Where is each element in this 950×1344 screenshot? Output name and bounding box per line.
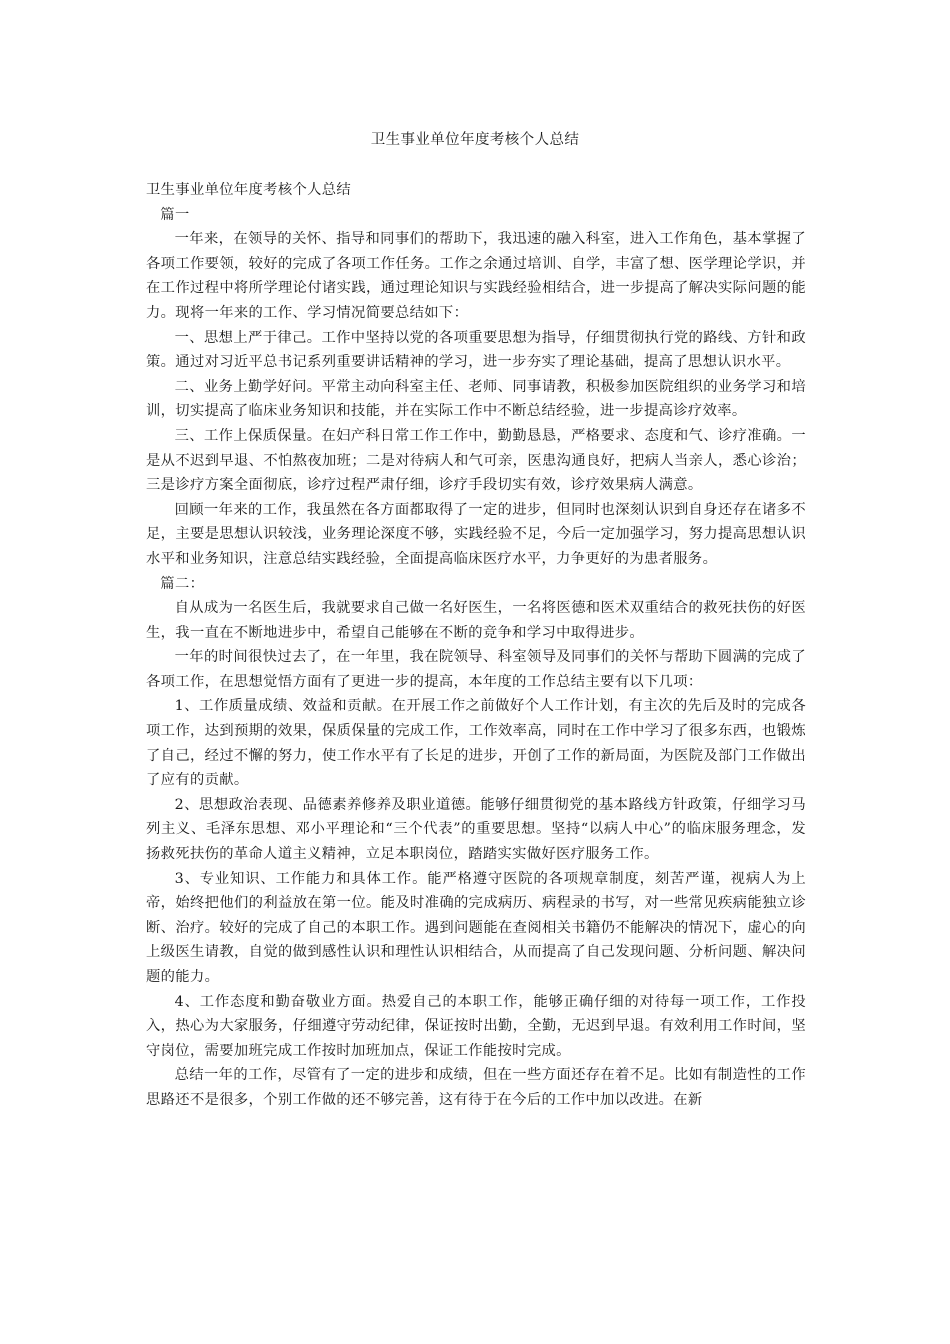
page-title: 卫生事业单位年度考核个人总结 — [370, 132, 580, 148]
paragraph: 一、思想上严于律己。工作中坚持以党的各项重要思想为指导，仔细贯彻执行党的路线、方针和政策。通过对习近平总书记系列重要讲话精神的学习，进一步夯实了理论基础，提高了思想认识水平。 — [146, 329, 806, 371]
document-heading: 卫生事业单位年度考核个人总结 — [146, 182, 352, 198]
paragraph: 一年的时间很快过去了，在一年里，我在院领导、科室领导及同事们的关怀与帮助下圆满的完成了各项工作，在思想觉悟方面有了更进一步的提高，本年度的工作总结主要有以下几项： — [146, 649, 806, 690]
paragraph: 1、工作质量成绩、效益和贡献。在开展工作之前做好个人工作计划，有主次的先后及时的完成各项工作，达到预期的效果，保质保量的完成工作，工作效率高，同时在工作中学习了很多东西，也锻炼了自己，经过不懈的努力，使工作水平有了长足的进步，开创了工作的新局面，为医院及部门工作做出了应有的贡献。 — [146, 698, 806, 789]
paragraph: 二、业务上勤学好问。平常主动向科室主任、老师、同事请教，积极参加医院组织的业务学习和培训，切实提高了临床业务知识和技能，并在实际工作中不断总结经验，进一步提高诊疗效率。 — [146, 378, 806, 420]
part-one-label: 篇一 — [160, 206, 190, 223]
paragraph: 回顾一年来的工作，我虽然在各方面都取得了一定的进步，但同时也深刻认识到自身还存在诸多不足，主要是思想认识较浅，业务理论深度不够，实践经验不足，今后一定加强学习，努力提高思想认识水平和业务知识，注意总结实践经验，全面提高临床医疗水平，力争更好的为患者服务。 — [146, 501, 806, 567]
paragraph: 一年来，在领导的关怀、指导和同事们的帮助下，我迅速的融入科室，进入工作角色，基本掌握了各项工作要领，较好的完成了各项工作任务。工作之余通过培训、自学，丰富了想、医学理论学识，并在工作过程中将所学理论付诸实践，通过理论知识与实践经验相结合，进一步提高了解决实际问题的能力。现将一年来的工作、学习情况简要总结如下： — [146, 231, 806, 321]
paragraph: 三、工作上保质保量。在妇产科日常工作工作中，勤勤恳恳，严格要求、态度和气、诊疗准确。一是从不迟到早退、不怕熬夜加班；二是对待病人和气可亲，医患沟通良好，把病人当亲人，悉心诊治；三是诊疗方案全面彻底，诊疗过程严肃仔细，诊疗手段切实有效，诊疗效果病人满意。 — [146, 427, 806, 494]
paragraph: 总结一年的工作，尽管有了一定的进步和成绩，但在一些方面还存在着不足。比如有制造性的工作思路还不是很多，个别工作做的还不够完善，这有待于在今后的工作中加以改进。在新 — [146, 1067, 806, 1108]
paragraph: 自从成为一名医生后，我就要求自己做一名好医生，一名将医德和医术双重结合的救死扶伤的好医生，我一直在不断地进步中，希望自己能够在不断的竞争和学习中取得进步。 — [146, 600, 806, 641]
part-two-label: 篇二： — [160, 575, 205, 592]
paragraph: 3、专业知识、工作能力和具体工作。能严格遵守医院的各项规章制度，刻苦严谨，视病人为上帝，始终把他们的利益放在第一位。能及时准确的完成病历、病程录的书写，对一些常见疾病能独立诊断、治疗。较好的完成了自己的本职工作。遇到问题能在查阅相关书籍仍不能解决的情况下，虚心的向上级医生请教，自觉的做到感性认识和理性认识相结合，从而提高了自己发现问题、分析问题、解决问题的能力。 — [146, 870, 806, 985]
document-body — [146, 178, 806, 1113]
paragraph: 2、思想政治表现、品德素养修养及职业道德。能够仔细贯彻党的基本路线方针政策，仔细学习马列主义、毛泽东思想、邓小平理论和“三个代表”的重要思想。坚持“以病人中心”的临床服务理念，发扬救死扶伤的革命人道主义精神，立足本职岗位，踏踏实实做好医疗服务工作。 — [146, 796, 806, 863]
paragraph: 4、工作态度和勤奋敬业方面。热爱自己的本职工作，能够正确仔细的对待每一项工作，工作投入，热心为大家服务，仔细遵守劳动纪律，保证按时出勤，全勤，无迟到早退。有效利用工作时间，坚守岗位，需要加班完成工作按时加班加点，保证工作能按时完成。 — [146, 993, 806, 1059]
